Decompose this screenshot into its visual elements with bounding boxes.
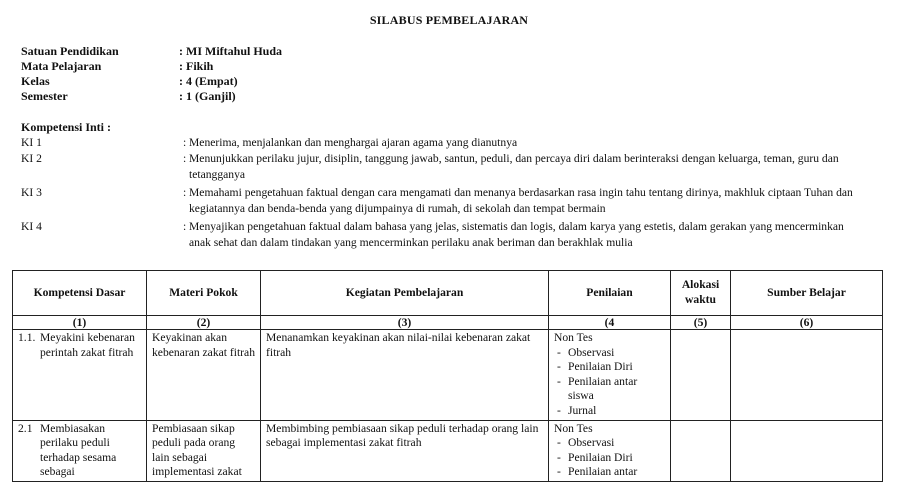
cell-sumber (731, 330, 883, 421)
ki-code: KI 3 (21, 186, 42, 199)
ki-colon: : (183, 136, 187, 149)
penilaian-list (554, 346, 665, 419)
ki-code: KI 1 (21, 136, 42, 149)
identity-value: : 4 (Empat) (179, 74, 238, 88)
identity-row-kelas (21, 74, 282, 89)
identity-value: : 1 (Ganjil) (179, 89, 236, 103)
identity-row-semester (21, 89, 282, 104)
list-item: - Penilaian Diri (554, 360, 665, 375)
ki-heading: Kompetensi Inti : (21, 120, 111, 134)
cell-sumber (731, 420, 883, 481)
ki-text: Menunjukkan perilaku jujur, disiplin, tanggung jawab, santun, peduli, dan percaya diri dalam berinteraksi dengan keluarga, teman, guru dan tetangganya (189, 152, 839, 181)
list-item: - Penilaian Diri (554, 451, 665, 466)
ki-code: KI 4 (21, 220, 42, 233)
identity-row-mapel (21, 59, 282, 74)
cell-alokasi (671, 330, 731, 421)
syllabus-table (12, 270, 883, 482)
identity-label: Satuan Pendidikan (21, 44, 119, 58)
table-number-row (13, 316, 883, 330)
cell-kompetensi-dasar (13, 420, 147, 481)
cell-materi-pokok: Pembiasaan sikap peduli pada orang lain sebagai implementasi zakat (147, 420, 261, 481)
table-row (13, 420, 883, 481)
identity-block (21, 44, 282, 104)
col-number: (5) (671, 316, 731, 330)
col-number: (2) (147, 316, 261, 330)
penilaian-heading: Non Tes (554, 421, 593, 435)
kd-text: Membiasakan perilaku peduli terhadap sesama sebagai (40, 421, 117, 479)
identity-label: Semester (21, 89, 68, 103)
list-item: - Penilaian antar siswa (554, 375, 665, 404)
col-header-alokasi: Alokasi waktu (671, 271, 731, 316)
table-header-row (13, 271, 883, 316)
cell-kegiatan: Menanamkan keyakinan akan nilai-nilai kebenaran zakat fitrah (261, 330, 549, 421)
kd-text: Meyakini kebenaran perintah zakat fitrah (40, 331, 135, 359)
cell-kompetensi-dasar (13, 330, 147, 421)
ki-colon: : (183, 220, 187, 233)
identity-label: Mata Pelajaran (21, 59, 102, 73)
cell-penilaian (549, 330, 671, 421)
ki-text: Menerima, menjalankan dan menghargai ajaran agama yang dianutnya (189, 136, 518, 149)
kd-number: 2.1 (18, 421, 33, 435)
col-header-sumber: Sumber Belajar (731, 271, 883, 316)
ki-text: Menyajikan pengetahuan faktual dalam bahasa yang jelas, sistematis dan logis, dalam karya yang estetis, dalam gerakan yang mencerminkan anak sehat dan dalam tindakan yang mencerminkan perilaku anak beriman dan berakhlak mulia (189, 220, 844, 249)
list-item: - Observasi (554, 436, 665, 451)
col-number: (3) (261, 316, 549, 330)
identity-label: Kelas (21, 74, 50, 88)
ki-text: Memahami pengetahuan faktual dengan cara mengamati dan menanya berdasarkan rasa ingin tahu tentang dirinya, makhluk ciptaan Tuhan dan kegiatannya dan benda-benda yang dijumpainya di rumah, di sekolah dan tempat bermain (189, 186, 853, 215)
list-item: - Jurnal (554, 404, 665, 419)
list-item: - Observasi (554, 346, 665, 361)
penilaian-list (554, 436, 665, 480)
cell-penilaian (549, 420, 671, 481)
col-number: (6) (731, 316, 883, 330)
cell-alokasi (671, 420, 731, 481)
cell-kegiatan: Membimbing pembiasaan sikap peduli terhadap orang lain sebagai implementasi zakat fitrah (261, 420, 549, 481)
col-header-penilaian: Penilaian (549, 271, 671, 316)
col-number: (1) (13, 316, 147, 330)
col-header-kegiatan: Kegiatan Pembelajaran (261, 271, 549, 316)
table-row (13, 330, 883, 421)
cell-materi-pokok: Keyakinan akan kebenaran zakat fitrah (147, 330, 261, 421)
col-header-kompetensi-dasar: Kompetensi Dasar (13, 271, 147, 316)
ki-colon: : (183, 186, 187, 199)
identity-row-satuan (21, 44, 282, 59)
list-item: - Penilaian antar (554, 465, 665, 480)
col-number: (4 (549, 316, 671, 330)
identity-value: : MI Miftahul Huda (179, 44, 283, 58)
ki-code: KI 2 (21, 152, 42, 165)
page-title: SILABUS PEMBELAJARAN (369, 13, 529, 27)
ki-colon: : (183, 152, 187, 165)
col-header-materi-pokok: Materi Pokok (147, 271, 261, 316)
identity-value: : Fikih (179, 59, 214, 73)
penilaian-heading: Non Tes (554, 331, 593, 344)
kd-number: 1.1. (18, 331, 36, 344)
